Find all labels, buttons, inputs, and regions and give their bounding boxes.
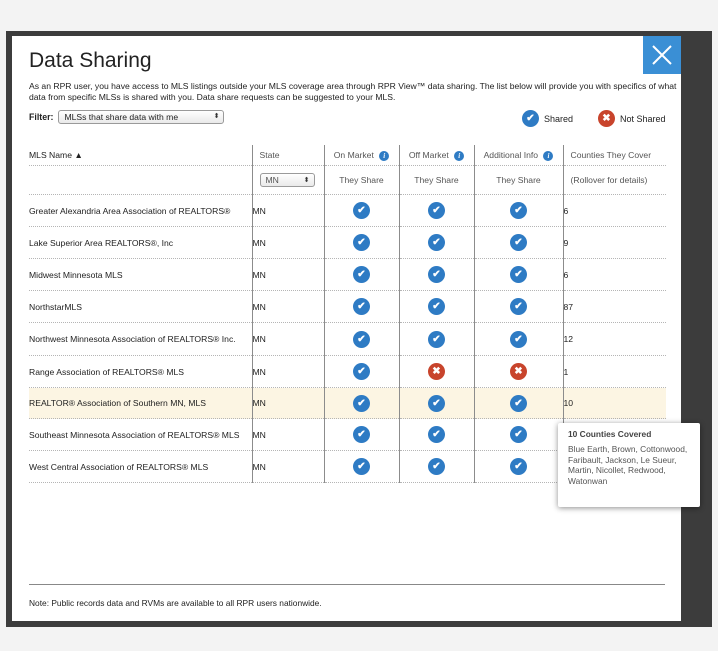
col-header-counties-label: Counties They Cover: [570, 150, 652, 160]
mls-name-cell: Northwest Minnesota Association of REALTORS® Inc.: [29, 323, 252, 356]
on-status-cell: [324, 195, 399, 227]
select-arrows-icon: ⬍: [303, 177, 310, 184]
shared-check-icon: ✔: [353, 395, 370, 412]
col-header-on-market: [324, 145, 399, 166]
state-cell: MN: [252, 388, 324, 419]
counties-cell[interactable]: 9: [563, 227, 666, 259]
shared-check-icon: ✔: [428, 298, 445, 315]
on-status-cell: [324, 451, 399, 483]
legend-not-shared: [598, 110, 666, 127]
table-row: [29, 388, 666, 419]
not-shared-x-icon: ✖: [428, 363, 445, 380]
on-status-cell: [324, 323, 399, 356]
mls-name-cell: Midwest Minnesota MLS: [29, 259, 252, 291]
off-status-cell: [399, 227, 474, 259]
mls-name-cell: NorthstarMLS: [29, 291, 252, 323]
table-row: [29, 323, 666, 356]
table-row: [29, 259, 666, 291]
off-status-cell: [399, 323, 474, 356]
add-status-cell: [474, 291, 563, 323]
shared-check-icon: ✔: [353, 331, 370, 348]
shared-check-icon: ✔: [353, 266, 370, 283]
subheader-off-market: They Share: [399, 166, 474, 195]
add-status-cell: [474, 323, 563, 356]
info-icon[interactable]: i: [454, 151, 464, 161]
table-row: [29, 356, 666, 388]
on-status-cell: [324, 419, 399, 451]
shared-check-icon: ✔: [353, 426, 370, 443]
state-select-value: MN: [265, 175, 279, 185]
state-select[interactable]: [260, 173, 315, 187]
shared-check-icon: ✔: [428, 458, 445, 475]
col-header-mls-name[interactable]: MLS Name ▲: [29, 145, 252, 166]
subheader-on-market: They Share: [324, 166, 399, 195]
shared-check-icon: ✔: [510, 298, 527, 315]
state-cell: MN: [252, 259, 324, 291]
footer-note: Note: Public records data and RVMs are available to all RPR users nationwide.: [29, 598, 322, 608]
note-divider: [29, 584, 665, 585]
counties-cell[interactable]: 10: [563, 388, 666, 419]
add-status-cell: [474, 419, 563, 451]
on-status-cell: [324, 227, 399, 259]
col-header-counties: [563, 145, 666, 166]
state-filter-cell: [252, 166, 324, 195]
col-header-state-label: State: [259, 150, 280, 160]
data-sharing-dialog: [12, 36, 681, 621]
counties-cell[interactable]: 87: [563, 291, 666, 323]
shared-check-icon: ✔: [353, 234, 370, 251]
table-row: [29, 291, 666, 323]
mls-name-cell: West Central Association of REALTORS® MLS: [29, 451, 252, 483]
state-cell: MN: [252, 323, 324, 356]
mls-name-cell: Lake Superior Area REALTORS®, Inc: [29, 227, 252, 259]
on-status-cell: [324, 291, 399, 323]
info-icon[interactable]: i: [543, 151, 553, 161]
shared-check-icon: ✔: [353, 363, 370, 380]
state-cell: MN: [252, 419, 324, 451]
subheader-empty: [29, 166, 252, 195]
filter-row: [29, 110, 224, 124]
add-status-cell: [474, 259, 563, 291]
table-subheader-row: [29, 166, 666, 195]
counties-cell[interactable]: 6: [563, 259, 666, 291]
col-header-state: [252, 145, 324, 166]
off-status-cell: [399, 291, 474, 323]
shared-check-icon: ✔: [428, 426, 445, 443]
add-status-cell: [474, 195, 563, 227]
off-status-cell: [399, 451, 474, 483]
shared-check-icon: ✔: [353, 202, 370, 219]
off-status-cell: [399, 356, 474, 388]
mls-name-cell: REALTOR® Association of Southern MN, MLS: [29, 388, 252, 419]
col-header-off-market: [399, 145, 474, 166]
counties-tooltip: [558, 423, 700, 507]
shared-check-icon: ✔: [353, 298, 370, 315]
on-status-cell: [324, 259, 399, 291]
shared-check-icon: ✔: [510, 331, 527, 348]
shared-check-icon: ✔: [428, 331, 445, 348]
col-header-on-market-label: On Market: [333, 149, 374, 160]
filter-select[interactable]: [58, 110, 224, 124]
add-status-cell: [474, 356, 563, 388]
tooltip-body: Blue Earth, Brown, Cottonwood, Faribault, Jackson, Le Sueur, Martin, Nicollet, Redwood, Watonwan: [568, 444, 688, 486]
shared-check-icon: ✔: [510, 395, 527, 412]
state-cell: MN: [252, 451, 324, 483]
legend-shared-label: Shared: [544, 113, 574, 124]
shared-check-icon: ✔: [510, 266, 527, 283]
legend-shared: [522, 110, 573, 127]
shared-check-icon: ✔: [353, 458, 370, 475]
on-status-cell: [324, 388, 399, 419]
col-header-additional-info-label: Additional Info: [483, 149, 539, 160]
intro-text: As an RPR user, you have access to MLS listings outside your MLS coverage area through RPR View™ data sharing. The list below will provide you with specifics of what data from specific MLSs is shared with you. Data share requests can be suggested to your MLS.: [29, 81, 677, 102]
off-status-cell: [399, 259, 474, 291]
dialog-title: Data Sharing: [29, 49, 152, 72]
shared-check-icon: ✔: [522, 110, 539, 127]
shared-check-icon: ✔: [510, 426, 527, 443]
not-shared-x-icon: ✖: [598, 110, 615, 127]
on-status-cell: [324, 356, 399, 388]
add-status-cell: [474, 451, 563, 483]
mls-name-cell: Range Association of REALTORS® MLS: [29, 356, 252, 388]
shared-check-icon: ✔: [510, 234, 527, 251]
mls-name-cell: Greater Alexandria Area Association of REALTORS®: [29, 195, 252, 227]
shared-check-icon: ✔: [510, 202, 527, 219]
state-cell: MN: [252, 195, 324, 227]
col-header-off-market-label: Off Market: [408, 149, 449, 160]
info-icon[interactable]: i: [379, 151, 389, 161]
close-button[interactable]: [643, 36, 681, 74]
add-status-cell: [474, 227, 563, 259]
counties-cell[interactable]: 1: [563, 356, 666, 388]
legend-not-shared-label: Not Shared: [620, 113, 666, 124]
shared-check-icon: ✔: [428, 395, 445, 412]
state-cell: MN: [252, 227, 324, 259]
state-cell: MN: [252, 291, 324, 323]
filter-label: Filter:: [29, 112, 54, 122]
off-status-cell: [399, 195, 474, 227]
tooltip-title: 10 Counties Covered: [568, 429, 652, 439]
select-arrows-icon: ⬍: [213, 113, 220, 120]
off-status-cell: [399, 388, 474, 419]
col-header-additional-info: [474, 145, 563, 166]
shared-check-icon: ✔: [428, 202, 445, 219]
shared-check-icon: ✔: [510, 458, 527, 475]
subheader-additional-info: They Share: [474, 166, 563, 195]
shared-check-icon: ✔: [428, 266, 445, 283]
close-icon: [651, 44, 673, 66]
mls-name-cell: Southeast Minnesota Association of REALTORS® MLS: [29, 419, 252, 451]
add-status-cell: [474, 388, 563, 419]
counties-cell[interactable]: 12: [563, 323, 666, 356]
table-row: [29, 195, 666, 227]
filter-selected-value: MLSs that share data with me: [64, 112, 179, 122]
counties-cell[interactable]: 6: [563, 195, 666, 227]
shared-check-icon: ✔: [428, 234, 445, 251]
state-cell: MN: [252, 356, 324, 388]
table-header-row: [29, 145, 666, 166]
subheader-counties: (Rollover for details): [563, 166, 666, 195]
table-row: [29, 227, 666, 259]
off-status-cell: [399, 419, 474, 451]
not-shared-x-icon: ✖: [510, 363, 527, 380]
